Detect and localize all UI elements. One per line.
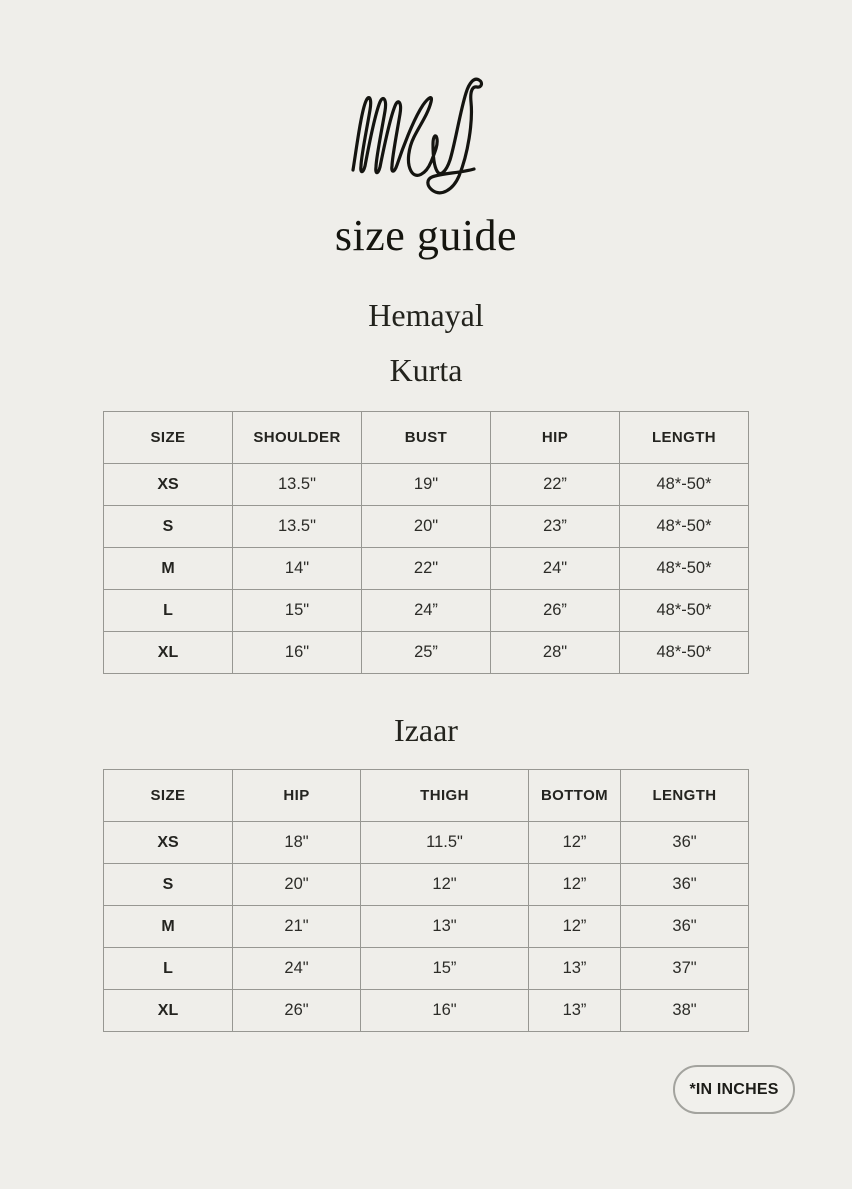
table-row xyxy=(104,864,749,906)
measurement-cell: 18" xyxy=(233,822,361,864)
section-heading-kurta: Kurta xyxy=(389,352,463,388)
measurement-cell: 36" xyxy=(621,822,749,864)
table-row xyxy=(104,590,749,632)
size-cell: S xyxy=(104,864,233,906)
measurement-cell: 16" xyxy=(361,990,529,1032)
measurement-cell: 21" xyxy=(233,906,361,948)
measurement-cell: 13" xyxy=(361,906,529,948)
measurement-cell: 12” xyxy=(529,864,621,906)
brand-name: Hemayal xyxy=(368,297,484,333)
measurement-cell: 38" xyxy=(621,990,749,1032)
size-cell: M xyxy=(104,906,233,948)
measurement-cell: 12” xyxy=(529,906,621,948)
size-cell: XS xyxy=(104,822,233,864)
column-header: SIZE xyxy=(104,770,233,822)
measurement-cell: 15" xyxy=(233,590,362,632)
measurement-cell: 36" xyxy=(621,864,749,906)
size-cell: L xyxy=(104,948,233,990)
measurement-cell: 25” xyxy=(362,632,491,674)
measurement-cell: 36" xyxy=(621,906,749,948)
measurement-cell: 24” xyxy=(362,590,491,632)
measurement-cell: 11.5" xyxy=(361,822,529,864)
measurement-cell: 22” xyxy=(491,464,620,506)
size-cell: XL xyxy=(104,632,233,674)
measurement-cell: 26” xyxy=(491,590,620,632)
page-title: size guide xyxy=(334,211,518,260)
size-cell: XL xyxy=(104,990,233,1032)
column-header: HIP xyxy=(233,770,361,822)
measurement-cell: 14" xyxy=(233,548,362,590)
table-row xyxy=(104,906,749,948)
column-header: BOTTOM xyxy=(529,770,621,822)
measurement-cell: 13” xyxy=(529,948,621,990)
table-row xyxy=(104,548,749,590)
measurement-cell: 48*-50* xyxy=(620,548,749,590)
column-header: SIZE xyxy=(104,412,233,464)
measurement-cell: 26" xyxy=(233,990,361,1032)
column-header: BUST xyxy=(362,412,491,464)
measurement-cell: 13.5" xyxy=(233,506,362,548)
measurement-cell: 12” xyxy=(529,822,621,864)
size-cell: XS xyxy=(104,464,233,506)
measurement-cell: 13.5" xyxy=(233,464,362,506)
column-header: LENGTH xyxy=(620,412,749,464)
size-table-kurta xyxy=(103,411,749,674)
column-header: SHOULDER xyxy=(233,412,362,464)
measurement-cell: 23” xyxy=(491,506,620,548)
measurement-cell: 20" xyxy=(233,864,361,906)
measurement-cell: 24" xyxy=(233,948,361,990)
measurement-cell: 48*-50* xyxy=(620,632,749,674)
size-cell: M xyxy=(104,548,233,590)
table-header-row xyxy=(104,770,749,822)
table-row xyxy=(104,822,749,864)
measurement-cell: 12" xyxy=(361,864,529,906)
table-header-row xyxy=(104,412,749,464)
column-header: THIGH xyxy=(361,770,529,822)
measurement-cell: 13” xyxy=(529,990,621,1032)
size-table-izaar xyxy=(103,769,749,1032)
measurement-cell: 22" xyxy=(362,548,491,590)
measurement-cell: 19" xyxy=(362,464,491,506)
in-inches-badge xyxy=(673,1065,795,1114)
measurement-cell: 48*-50* xyxy=(620,506,749,548)
measurement-cell: 20" xyxy=(362,506,491,548)
section-heading-izaar: Izaar xyxy=(394,712,458,748)
measurement-cell: 48*-50* xyxy=(620,464,749,506)
measurement-cell: 37" xyxy=(621,948,749,990)
table-row xyxy=(104,464,749,506)
brand-signature-logo-icon xyxy=(333,72,513,202)
column-header: LENGTH xyxy=(621,770,749,822)
measurement-cell: 15” xyxy=(361,948,529,990)
column-header: HIP xyxy=(491,412,620,464)
table-row xyxy=(104,948,749,990)
measurement-cell: 28" xyxy=(491,632,620,674)
table-row xyxy=(104,506,749,548)
measurement-cell: 24" xyxy=(491,548,620,590)
size-cell: S xyxy=(104,506,233,548)
table-row xyxy=(104,990,749,1032)
in-inches-label: *IN INCHES xyxy=(689,1080,779,1098)
size-cell: L xyxy=(104,590,233,632)
table-row xyxy=(104,632,749,674)
measurement-cell: 16" xyxy=(233,632,362,674)
measurement-cell: 48*-50* xyxy=(620,590,749,632)
